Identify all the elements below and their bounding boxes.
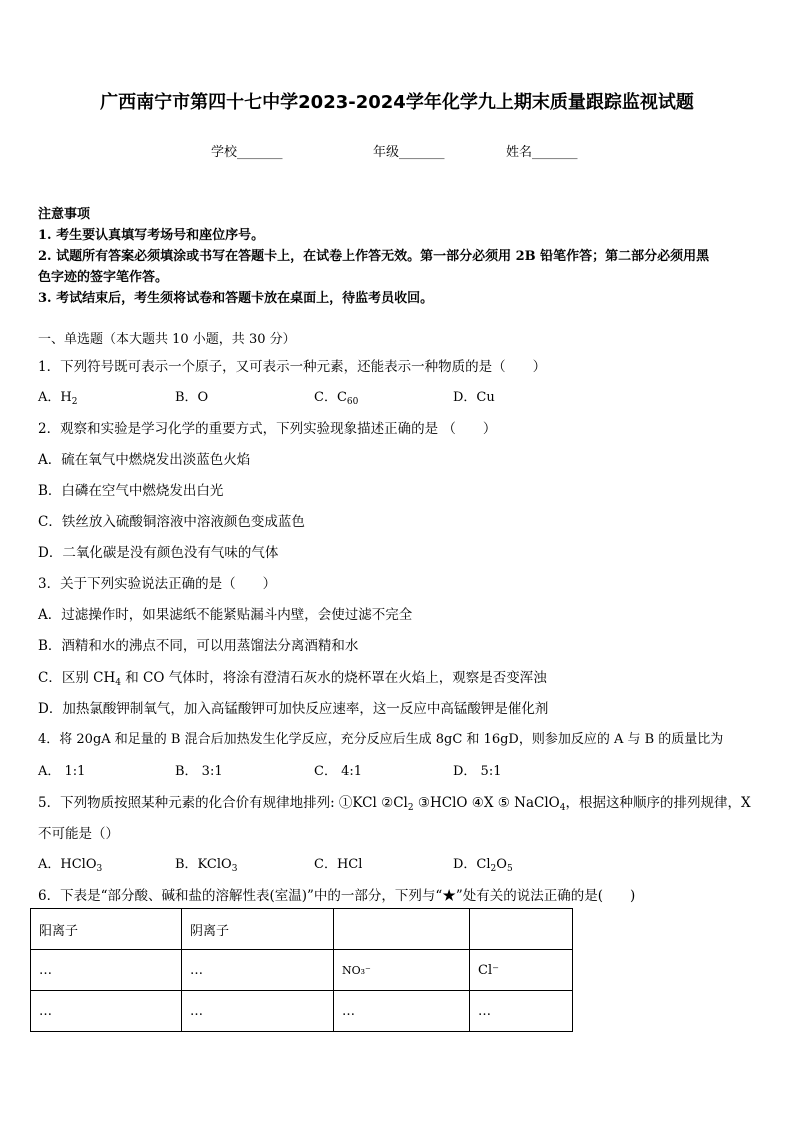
table-row: [31, 991, 573, 1032]
q5-option-c[interactable]: C．HCl: [314, 857, 363, 872]
q2-option-a[interactable]: A．硫在氧气中燃烧发出淡蓝色火焰: [38, 452, 251, 468]
q5-option-d[interactable]: D．$Cl_2O_5$: [453, 857, 513, 874]
note-item: 3. 考试结束后，考生须将试卷和答题卡放在桌面上，待监考员收回。: [38, 291, 434, 306]
table-cell: [334, 909, 470, 950]
question-3-stem: 3．关于下列实验说法正确的是（ ）: [38, 576, 277, 592]
q3-option-d[interactable]: D．加热氯酸钾制氧气，加入高锰酸钾可加快反应速率，这一反应中高锰酸钾是催化剂: [38, 701, 549, 717]
table-cell: …: [470, 991, 573, 1032]
name-field[interactable]: 姓名_______: [506, 145, 578, 160]
q1-option-c[interactable]: C．$C_{60}$: [314, 390, 359, 407]
school-field[interactable]: 学校_______: [211, 145, 283, 160]
solubility-table: [30, 908, 573, 1032]
section-heading: 一、单选题（本大题共 10 小题，共 30 分）: [38, 332, 296, 347]
q5-option-a[interactable]: A．HClO$_3$: [38, 857, 103, 874]
notes-heading: 注意事项: [38, 207, 91, 222]
q1-option-d[interactable]: D．Cu: [453, 390, 495, 405]
q4-option-d[interactable]: D． 5:1: [453, 764, 502, 779]
question-5-stem-cont: 不可能是（）: [38, 826, 119, 842]
q2-option-c[interactable]: C．铁丝放入硫酸铜溶液中溶液颜色变成蓝色: [38, 514, 305, 530]
note-item: 2. 试题所有答案必须填涂或书写在答题卡上，在试卷上作答无效。第一部分必须用 2B 铅笔作答；第二部分必须用黑: [38, 249, 710, 264]
q4-option-c[interactable]: C． 4:1: [314, 764, 363, 779]
q3-option-c[interactable]: C．区别 $CH_4$ 和 CO 气体时，将涂有澄清石灰水的烧杯罩在火焰上，观察是否变浑浊: [38, 670, 547, 688]
table-cell: …: [182, 950, 334, 991]
table-cell: 阳离子: [31, 909, 182, 950]
page-title: 广西南宁市第四十七中学2023-2024学年化学九上期末质量跟踪监视试题: [100, 92, 694, 113]
q2-option-d[interactable]: D．二氧化碳是没有颜色没有气味的气体: [38, 545, 279, 561]
table-cell: [470, 909, 573, 950]
table-cell: Cl⁻: [470, 950, 573, 991]
table-cell: …: [31, 991, 182, 1032]
grade-field[interactable]: 年级_______: [373, 145, 445, 160]
q3-option-a[interactable]: A．过滤操作时，如果滤纸不能紧贴漏斗内壁，会使过滤不完全: [38, 607, 413, 623]
note-item: 1. 考生要认真填写考场号和座位序号。: [38, 228, 265, 243]
table-cell: …: [182, 991, 334, 1032]
q5-option-b[interactable]: B．KClO$_3$: [175, 857, 238, 874]
table-cell: 阴离子: [182, 909, 334, 950]
table-cell: …: [334, 991, 470, 1032]
q4-option-b[interactable]: B． 3:1: [175, 764, 223, 779]
table-row: [31, 909, 573, 950]
q1-option-b[interactable]: B．O: [175, 390, 209, 405]
q2-option-b[interactable]: B．白磷在空气中燃烧发出白光: [38, 483, 224, 499]
question-6-stem: 6．下表是“部分酸、碱和盐的溶解性表(室温)”中的一部分，下列与“★”处有关的说法正确的是( ): [38, 888, 636, 904]
question-5-stem: 5．下列物质按照某种元素的化合价有规律地排列: ①KCl $②Cl_2$ ③HClO ④X ⑤ NaClO$_4$，根据这种顺序的排列规律，X: [38, 795, 751, 813]
q3-option-b[interactable]: B．酒精和水的沸点不同，可以用蒸馏法分离酒精和水: [38, 638, 359, 654]
question-1-stem: 1．下列符号既可表示一个原子，又可表示一种元素，还能表示一种物质的是（ ）: [38, 359, 547, 375]
q4-option-a[interactable]: A． 1:1: [38, 764, 86, 779]
note-item: 色字迹的签字笔作答。: [38, 270, 169, 285]
table-cell: NO₃⁻: [334, 950, 470, 991]
table-row: [31, 950, 573, 991]
question-4-stem: 4．将 20gA 和足量的 B 混合后加热发生化学反应，充分反应后生成 8gC 和 16gD，则参加反应的 A 与 B 的质量比为: [38, 732, 724, 747]
q1-option-a[interactable]: A．$H_2$: [38, 390, 78, 407]
table-cell: …: [31, 950, 182, 991]
question-2-stem: 2．观察和实验是学习化学的重要方式，下列实验现象描述正确的是 （ ）: [38, 421, 497, 437]
